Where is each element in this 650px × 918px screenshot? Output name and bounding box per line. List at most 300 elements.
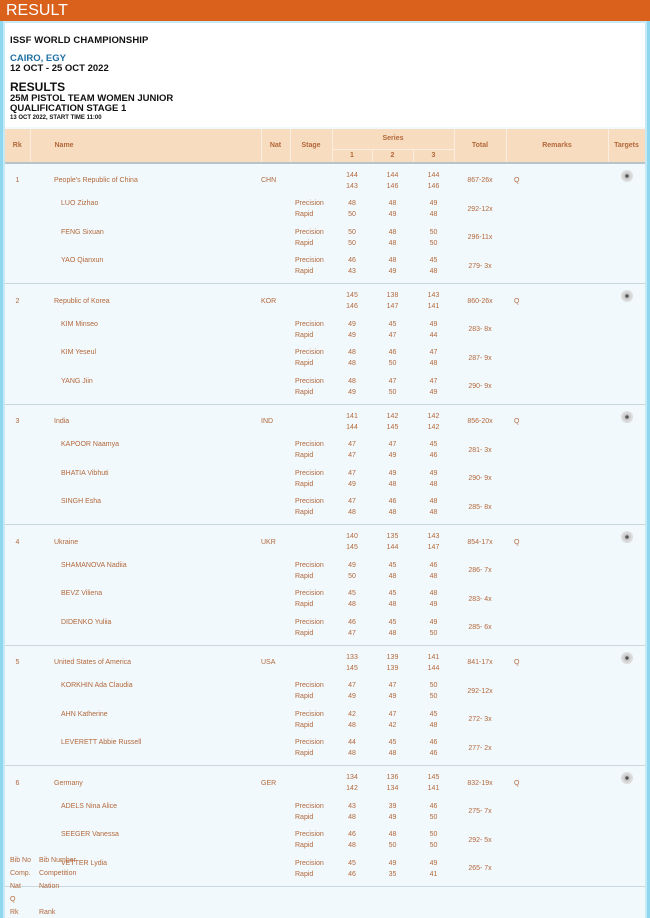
precision-series-3: 49: [429, 469, 438, 477]
team-total: 856-20x: [467, 418, 493, 425]
legend-abbr: Nat: [10, 883, 21, 890]
team-series-2: 138: [386, 292, 399, 299]
athlete-row: [5, 319, 645, 330]
legend-abbr: Comp.: [10, 870, 31, 877]
page-title: RESULT: [6, 2, 68, 19]
team-row: [5, 531, 645, 542]
rapid-series-3: 50: [429, 693, 438, 700]
team-block: [5, 404, 645, 525]
target-icon[interactable]: [621, 290, 633, 302]
team-remark: Q: [514, 538, 520, 546]
stage-rapid: Rapid: [295, 211, 314, 218]
athlete-row: [5, 709, 645, 720]
athlete-row: [5, 376, 645, 387]
precision-series-3: 50: [429, 228, 438, 236]
team-block: [5, 645, 645, 766]
team-series-1: 145: [346, 292, 358, 299]
col-targets: Targets: [608, 129, 645, 163]
stage-rapid: Rapid: [295, 813, 314, 821]
stage-precision: Precision: [295, 349, 324, 356]
precision-series-2: 47: [388, 377, 397, 385]
team-rank: 4: [15, 538, 20, 546]
stage-precision: Precision: [295, 590, 324, 597]
rapid-series-3: 48: [429, 721, 438, 729]
rapid-series-3: 48: [429, 360, 438, 367]
athlete-total: 272- 3x: [468, 716, 492, 723]
team-row: [5, 652, 645, 663]
athlete-row: [5, 737, 645, 748]
team-block: [5, 525, 645, 646]
team-remark: Q: [514, 297, 520, 305]
team-nat: IND: [261, 418, 274, 425]
team-series-2: 146: [386, 182, 399, 190]
legend-item: [10, 906, 76, 918]
precision-series-2: 47: [388, 710, 397, 718]
target-icon[interactable]: [621, 411, 633, 423]
athlete-total: 283- 8x: [468, 326, 492, 333]
stage-rapid: Rapid: [295, 572, 314, 580]
team-name: Republic of Korea: [54, 297, 110, 305]
team-total: 867-26x: [467, 177, 493, 184]
team-series-2: 139: [386, 653, 399, 661]
stage-rapid: Rapid: [295, 239, 314, 247]
team-block: [5, 163, 645, 284]
rapid-series-1: 50: [348, 572, 356, 580]
legend-meaning: Nation: [39, 883, 60, 890]
athlete-name: KAPOOR Naamya: [61, 441, 119, 448]
legend-abbr: Rk: [10, 909, 19, 916]
team-block: [5, 766, 645, 887]
team-row: [5, 411, 645, 422]
athlete-row: [5, 801, 645, 812]
athlete-name: SINGH Esha: [61, 498, 102, 505]
precision-series-2: 48: [388, 200, 397, 207]
team-row: [5, 170, 645, 181]
precision-series-1: 46: [348, 257, 356, 264]
team-series-2: 145: [386, 423, 399, 431]
team-series-1: 146: [346, 303, 358, 310]
team-name: India: [54, 418, 70, 425]
precision-series-3: 48: [429, 590, 438, 597]
rapid-series-1: 49: [348, 331, 356, 339]
team-name: People's Republic of China: [54, 177, 138, 184]
team-rank: 3: [15, 418, 20, 425]
precision-series-1: 50: [348, 228, 356, 236]
rapid-series-3: 46: [429, 750, 438, 757]
rapid-series-2: 50: [388, 842, 397, 849]
precision-series-1: 49: [348, 320, 356, 328]
precision-series-3: 45: [429, 710, 438, 718]
team-series-3: 141: [427, 303, 440, 310]
precision-series-2: 39: [388, 802, 397, 810]
team-nat: GER: [261, 779, 277, 787]
athlete-row: [5, 255, 645, 266]
athlete-row: [5, 617, 645, 628]
rapid-series-2: 48: [388, 509, 397, 516]
athlete-total: 296-11x: [467, 234, 493, 241]
team-series-1: 144: [346, 171, 358, 179]
precision-series-2: 49: [388, 469, 397, 477]
precision-series-2: 47: [388, 682, 397, 689]
team-row: [5, 772, 645, 783]
precision-series-3: 49: [429, 859, 438, 867]
stage-precision: Precision: [295, 377, 324, 385]
result-frame: [3, 21, 647, 918]
rapid-series-2: 42: [388, 721, 397, 729]
stage-precision: Precision: [295, 200, 324, 207]
precision-series-1: 47: [348, 682, 356, 689]
athlete-row: [5, 858, 645, 869]
stage-precision: Precision: [295, 320, 324, 328]
rapid-series-3: 46: [429, 452, 438, 459]
abbreviation-legend: [10, 854, 76, 918]
precision-series-1: 47: [348, 498, 356, 505]
legend-item: [10, 893, 76, 906]
rapid-series-3: 48: [429, 509, 438, 516]
athlete-row: [5, 227, 645, 238]
team-series-2: 147: [386, 303, 399, 310]
team-series-2: 144: [386, 171, 399, 179]
rapid-series-3: 48: [429, 211, 438, 218]
precision-series-3: 50: [429, 831, 438, 838]
target-icon[interactable]: [621, 652, 633, 664]
team-series-3: 144: [427, 171, 440, 179]
stage-precision: Precision: [295, 831, 324, 838]
championship-title: ISSF WORLD CHAMPIONSHIP: [10, 35, 149, 46]
precision-series-2: 48: [388, 257, 397, 264]
team-remark: Q: [514, 418, 520, 425]
stage-rapid: Rapid: [295, 360, 314, 367]
team-series-1: 133: [346, 653, 358, 661]
team-series-3: 142: [427, 412, 440, 420]
precision-series-3: 49: [429, 618, 438, 626]
team-series-1: 144: [346, 423, 358, 431]
precision-series-3: 49: [429, 200, 438, 207]
stage-rapid: Rapid: [295, 629, 314, 637]
team-row: [5, 290, 645, 301]
rapid-series-3: 50: [429, 813, 438, 821]
precision-series-2: 45: [388, 618, 397, 626]
team-total: 841-17x: [467, 659, 493, 666]
results-heading: RESULTS: [10, 80, 66, 94]
precision-series-1: 45: [348, 590, 356, 597]
team-nat: USA: [261, 659, 276, 666]
precision-series-3: 47: [429, 377, 438, 385]
precision-series-2: 46: [388, 349, 397, 356]
athlete-total: 281- 3x: [468, 446, 492, 454]
team-series-3: 147: [427, 544, 440, 551]
team-series-3: 142: [427, 423, 440, 431]
team-rank: 5: [15, 659, 20, 666]
team-series-2: 134: [386, 785, 399, 792]
athlete-name: KIM Yeseul: [61, 349, 97, 356]
athlete-row: [5, 439, 645, 450]
rapid-series-1: 49: [348, 693, 356, 700]
stage-precision: Precision: [295, 618, 324, 626]
athlete-row: [5, 588, 645, 599]
rapid-series-3: 41: [429, 870, 438, 878]
precision-series-2: 48: [388, 831, 397, 838]
team-series-1: 142: [346, 785, 358, 792]
col-total: Total: [454, 129, 506, 163]
athlete-total: 292- 5x: [468, 836, 492, 844]
precision-series-2: 45: [388, 561, 397, 569]
stage-rapid: Rapid: [295, 509, 314, 516]
precision-series-2: 46: [388, 498, 397, 505]
team-name: Germany: [54, 779, 83, 787]
precision-series-3: 45: [429, 257, 438, 264]
stage-rapid: Rapid: [295, 870, 314, 878]
stage-precision: Precision: [295, 257, 324, 264]
results-table: [5, 129, 645, 887]
stage-rapid: Rapid: [295, 268, 314, 275]
rapid-series-2: 48: [388, 601, 397, 608]
team-series-1: 141: [346, 412, 358, 420]
rapid-series-1: 48: [348, 509, 356, 516]
stage-precision: Precision: [295, 228, 324, 236]
stage-rapid: Rapid: [295, 721, 314, 729]
precision-series-2: 45: [388, 590, 397, 597]
athlete-name: VETTER Lydia: [61, 859, 108, 867]
team-series-3: 145: [427, 774, 440, 781]
rapid-series-3: 48: [429, 572, 438, 580]
rapid-series-2: 50: [388, 388, 397, 396]
team-name: United States of America: [54, 659, 132, 666]
rapid-series-2: 49: [388, 813, 397, 821]
athlete-name: BHATIA Vibhuti: [61, 469, 109, 477]
event-dates: 12 OCT - 25 OCT 2022: [10, 63, 109, 74]
precision-series-1: 48: [348, 377, 356, 385]
rapid-series-1: 48: [348, 813, 356, 821]
rapid-series-2: 49: [388, 268, 397, 275]
document-header: [5, 23, 645, 127]
precision-series-2: 45: [388, 739, 397, 746]
team-series-3: 141: [427, 653, 440, 661]
athlete-total: 292-12x: [467, 687, 493, 695]
stage-rapid: Rapid: [295, 331, 314, 339]
team-series-1: 145: [346, 544, 358, 551]
precision-series-3: 47: [429, 349, 438, 356]
stage-name: QUALIFICATION STAGE 1: [10, 103, 127, 114]
legend-item: [10, 880, 76, 893]
target-icon[interactable]: [621, 531, 633, 543]
precision-series-1: 49: [348, 561, 356, 569]
athlete-total: 275- 7x: [468, 808, 492, 815]
stage-precision: Precision: [295, 710, 324, 718]
rapid-series-2: 48: [388, 572, 397, 580]
result-document: [5, 23, 645, 918]
team-series-2: 136: [386, 774, 399, 781]
team-series-2: 144: [386, 544, 399, 551]
precision-series-2: 48: [388, 228, 397, 236]
precision-series-3: 48: [429, 498, 438, 505]
stage-rapid: Rapid: [295, 452, 314, 459]
precision-series-1: 48: [348, 200, 356, 207]
target-icon[interactable]: [621, 170, 633, 182]
event-city: CAIRO, EGY: [10, 53, 66, 64]
table-header: [5, 129, 645, 163]
team-block: [5, 284, 645, 405]
rapid-series-1: 49: [348, 480, 356, 488]
athlete-total: 290- 9x: [468, 383, 492, 390]
athlete-name: SEEGER Vanessa: [61, 831, 119, 838]
team-name: Ukraine: [54, 538, 79, 546]
athlete-total: 285- 8x: [468, 503, 492, 511]
athlete-name: YAO Qianxun: [61, 257, 104, 264]
precision-series-1: 44: [348, 739, 356, 746]
start-time: 13 OCT 2022, START TIME 11:00: [10, 115, 102, 121]
athlete-total: 265- 7x: [468, 865, 492, 872]
athlete-row: [5, 496, 645, 507]
col-series: Series: [332, 129, 454, 149]
rapid-series-1: 46: [348, 870, 356, 878]
legend-item: [10, 854, 76, 867]
athlete-row: [5, 560, 645, 571]
team-nat: CHN: [261, 177, 277, 184]
rapid-series-2: 49: [388, 693, 397, 700]
precision-series-1: 43: [348, 802, 356, 810]
rapid-series-1: 50: [348, 211, 356, 218]
precision-series-1: 46: [348, 618, 356, 626]
rapid-series-1: 48: [348, 750, 356, 757]
stage-rapid: Rapid: [295, 480, 314, 488]
rapid-series-1: 50: [348, 239, 356, 247]
athlete-total: 279- 3x: [468, 262, 492, 270]
rapid-series-1: 48: [348, 601, 356, 608]
athlete-total: 277- 2x: [468, 744, 492, 752]
athlete-name: FENG Sixuan: [61, 228, 104, 236]
rapid-series-3: 48: [429, 480, 438, 488]
team-remark: Q: [514, 177, 520, 184]
team-series-3: 144: [427, 664, 440, 672]
rapid-series-2: 48: [388, 239, 397, 247]
legend-abbr: Bib No: [10, 857, 32, 864]
athlete-name: SHAMANOVA Nadiia: [61, 561, 127, 569]
rapid-series-3: 49: [429, 388, 438, 396]
rapid-series-2: 49: [388, 452, 397, 459]
rapid-series-2: 50: [388, 360, 397, 367]
athlete-name: ADELS Nina Alice: [61, 802, 118, 810]
rapid-series-3: 50: [429, 629, 438, 637]
rapid-series-3: 48: [429, 268, 438, 275]
team-series-3: 143: [427, 292, 440, 299]
precision-series-2: 45: [388, 320, 397, 328]
athlete-name: BEVZ Viliena: [61, 590, 103, 597]
precision-series-2: 47: [388, 441, 397, 448]
athlete-total: 290- 9x: [468, 475, 492, 482]
team-rank: 6: [15, 779, 20, 787]
athlete-row: [5, 468, 645, 479]
precision-series-2: 49: [388, 859, 397, 867]
team-series-1: 140: [346, 533, 358, 540]
team-series-1: 143: [346, 182, 358, 190]
team-series-1: 134: [346, 774, 358, 781]
team-series-2: 139: [386, 664, 399, 672]
team-nat: UKR: [261, 538, 276, 546]
team-series-2: 142: [386, 412, 399, 420]
rapid-series-2: 47: [388, 331, 397, 339]
athlete-total: 285- 6x: [468, 624, 492, 631]
team-nat: KOR: [261, 297, 277, 305]
rapid-series-3: 49: [429, 601, 438, 608]
rapid-series-1: 48: [348, 721, 356, 729]
rapid-series-1: 43: [348, 268, 356, 275]
stage-rapid: Rapid: [295, 750, 314, 757]
stage-precision: Precision: [295, 441, 324, 448]
athlete-row: [5, 680, 645, 691]
stage-precision: Precision: [295, 859, 324, 867]
athlete-total: 283- 4x: [468, 595, 492, 603]
col-nat: Nat: [261, 129, 290, 163]
athlete-row: [5, 347, 645, 358]
precision-series-1: 47: [348, 441, 356, 448]
athlete-name: KIM Minseo: [61, 320, 98, 328]
col-remarks: Remarks: [506, 129, 608, 163]
precision-series-3: 49: [429, 320, 438, 328]
precision-series-1: 45: [348, 859, 356, 867]
team-series-3: 141: [427, 785, 440, 792]
stage-precision: Precision: [295, 802, 324, 810]
team-series-3: 146: [427, 182, 440, 190]
rapid-series-2: 49: [388, 211, 397, 218]
team-series-3: 143: [427, 533, 440, 540]
athlete-name: LUO Zizhao: [61, 200, 99, 207]
precision-series-3: 46: [429, 802, 438, 810]
col-rank: Rk: [5, 129, 30, 163]
athlete-name: YANG Jiin: [61, 377, 93, 385]
col-series-3: 3: [413, 149, 454, 163]
rapid-series-3: 44: [429, 331, 438, 339]
team-total: 832-19x: [467, 779, 493, 787]
team-total: 854-17x: [467, 538, 493, 546]
legend-meaning: Competition: [39, 870, 77, 877]
stage-rapid: Rapid: [295, 693, 314, 700]
rapid-series-2: 48: [388, 629, 397, 637]
rapid-series-1: 48: [348, 842, 356, 849]
rapid-series-1: 47: [348, 452, 356, 459]
rapid-series-2: 48: [388, 480, 397, 488]
stage-precision: Precision: [295, 561, 324, 569]
team-remark: Q: [514, 779, 520, 787]
precision-series-3: 46: [429, 561, 438, 569]
stage-rapid: Rapid: [295, 601, 314, 608]
stage-precision: Precision: [295, 682, 324, 689]
team-series-1: 145: [346, 664, 358, 672]
team-rank: 2: [15, 297, 20, 305]
legend-meaning: Rank: [39, 909, 56, 916]
athlete-total: 292-12x: [467, 205, 493, 213]
rapid-series-2: 48: [388, 750, 397, 757]
stage-precision: Precision: [295, 469, 324, 477]
team-rank: 1: [15, 177, 20, 184]
team-series-2: 135: [386, 533, 399, 540]
stage-rapid: Rapid: [295, 388, 314, 396]
precision-series-1: 42: [348, 710, 356, 718]
precision-series-3: 45: [429, 441, 438, 448]
rapid-series-3: 50: [429, 239, 438, 247]
precision-series-1: 47: [348, 469, 356, 477]
col-series-2: 2: [372, 149, 413, 163]
stage-precision: Precision: [295, 498, 324, 505]
athlete-row: [5, 829, 645, 840]
athlete-name: KORKHIN Ada Claudia: [61, 682, 133, 689]
athlete-name: LEVERETT Abbie Russell: [61, 739, 142, 746]
target-icon[interactable]: [621, 772, 633, 784]
athlete-name: AHN Katherine: [61, 710, 108, 718]
team-remark: Q: [514, 659, 520, 666]
page-title-bar: [0, 0, 650, 21]
col-stage: Stage: [290, 129, 332, 163]
